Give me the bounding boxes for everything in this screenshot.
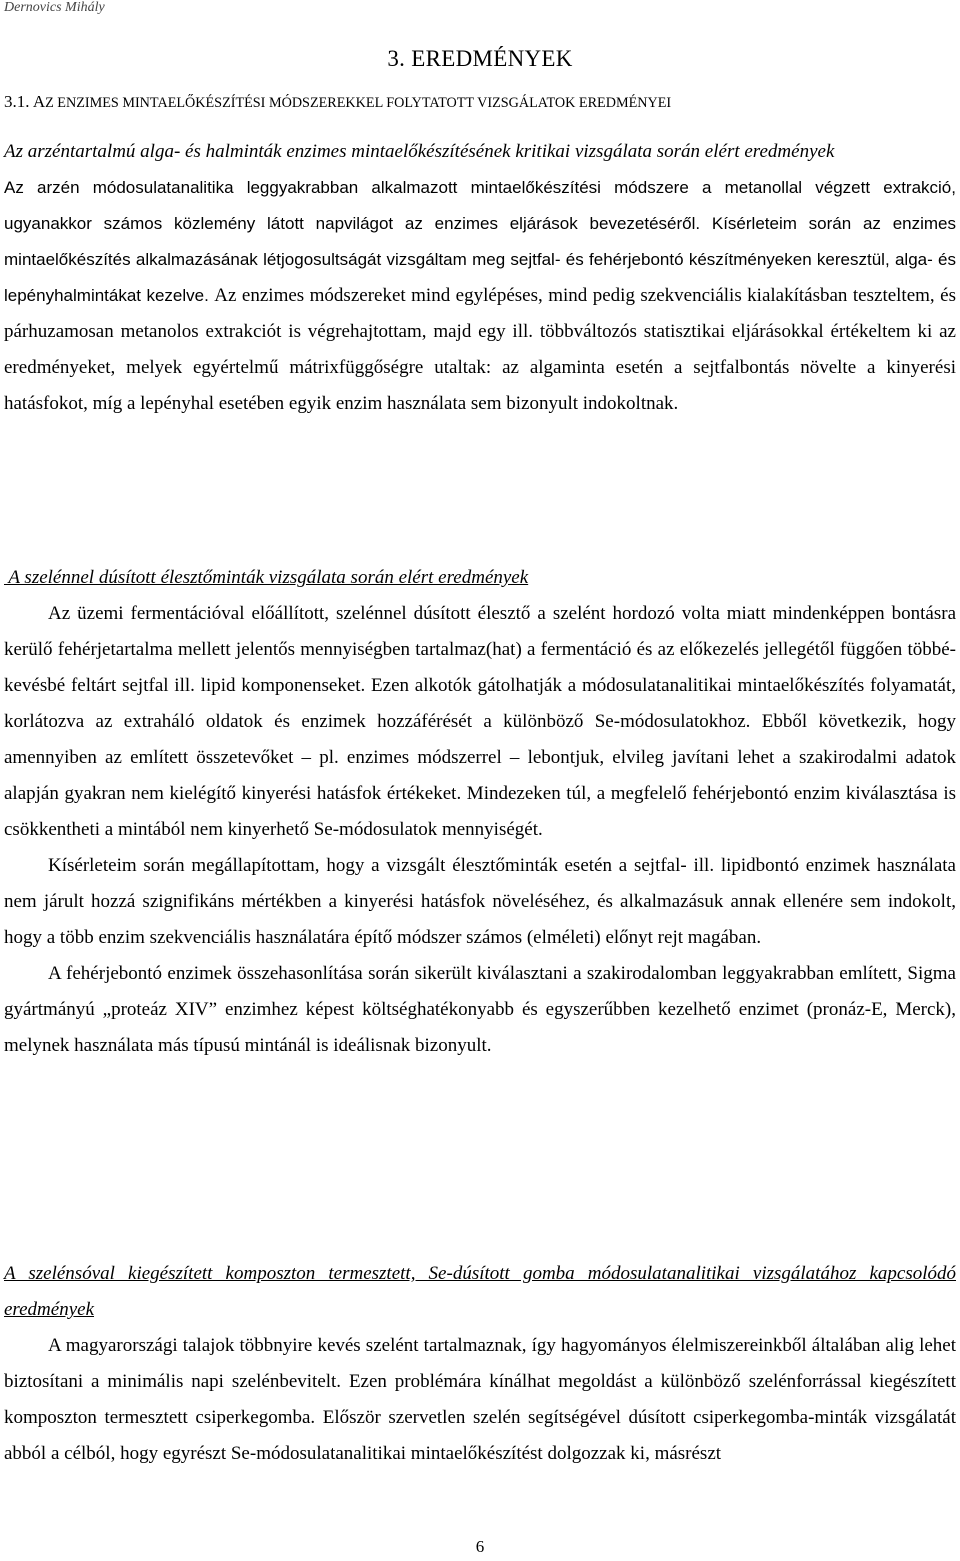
subsection-3-heading: A szelénsóval kiegészített komposzton termesztett, Se-dúsított gomba módosulatanalitikai vizsgálatához kapcsolódó eredmények	[4, 1263, 956, 1320]
paragraph-text-serif: Az enzimes módszereket mind egylépéses, mind pedig szekvenciális kialakításban teszteltem, és párhuzamosan metanolos extrakciót is végrehajtottam, majd egy ill. többváltozós statisztikai eljárásokkal értékeltem ki az eredményeket, melyek egyértelmű mátrixfüggőségre utaltak: az algaminta esetén a sejtfalbontás növelte a kinyerési hatásfokot, míg a lepényhal esetében egyik enzim használata sem bizonyult indokoltnak.	[4, 285, 956, 414]
section-title-rest: Z ENZIMES MINTAELŐKÉSZÍTÉSI MÓDSZEREKKEL FOLYTATOTT VIZSGÁLATOK EREDMÉNYEI	[45, 95, 672, 111]
page-number: 6	[475, 1537, 485, 1556]
section-heading	[4, 92, 671, 112]
running-head: Dernovics Mihály	[4, 0, 105, 15]
subsection-2-heading: A szelénnel dúsított élesztőminták vizsgálata során elért eredmények	[4, 567, 529, 588]
subsection-1-paragraph-sans	[4, 170, 956, 422]
subsection-2	[4, 560, 956, 1064]
subsection-3	[4, 1256, 956, 1472]
section-title-initial: A	[32, 92, 46, 111]
chapter-title: 3. EREDMÉNYEK	[387, 46, 573, 71]
subsection-2-paragraph-1: Az üzemi fermentációval előállított, szelénnel dúsított élesztő a szelént hordozó volta miatt mindenképpen bontásra kerülő fehérjetartalma mellett jelentős mennyiségben tartalmaz(hat) a fermentáció és az előkezelés jellegétől függően többé-kevésbé feltárt sejtfal ill. lipid komponenseket. Ezen alkotók gátolhatják a módosulatanalitikai mintaelőkészítés folyamatát, korlátozva az extraháló oldatok és enzimek hozzáférését a különböző Se-módosulatokhoz. Ebből következik, hogy amennyiben az említett összetevőket – pl. enzimes módszerrel – lebontjuk, elvileg javítani lehet a szakirodalmi adatok alapján gyakran nem kielégítő kinyerési hatásfok értékeket. Mindezeken túl, a megfelelő fehérjebontó enzim kiválasztása is csökkentheti a mintából nem kinyerhető Se-módosulatok mennyiségét.	[4, 603, 956, 840]
paragraph-text: Az arzén módosulatanalitika leggyakrabban alkalmazott mintaelőkészítési módszere a metanollal végzett extrakció, ugyanakkor számos közlemény látott napvilágot az enzimes eljárások bevezetéséről. Kísérleteim során az enzimes mintaelőkészítés alkalmazásának létjogosultságát vizsgáltam meg sejtfal- és fehérjebontó készítményeken keresztül, alga- és lepényhalmintákat kezelve.	[4, 178, 956, 305]
subsection-2-paragraph-2: Kísérleteim során megállapítottam, hogy a vizsgált élesztőminták esetén a sejtfal- ill. lipidbontó enzimek használata nem járult hozzá szignifikáns mértékben a kinyerési hatásfok növeléséhez, és alkalmazásuk annak ellenére sem indokolt, hogy a több enzim szekvenciális használatára építő módszer számos (elméleti) előnyt rejt magában.	[4, 855, 956, 948]
subsection-2-paragraph-3: A fehérjebontó enzimek összehasonlítása során sikerült kiválasztani a szakirodalomban leggyakrabban említett, Sigma gyártmányú „proteáz XIV” enzimhez képest költséghatékonyabb és egyszerűbben kezelhető enzimet (pronáz-E, Merck), melynek használata más típusú mintánál is ideálisnak bizonyult.	[4, 963, 956, 1056]
section-number: 3.1.	[4, 92, 30, 111]
subsection-1	[4, 134, 956, 422]
subsection-3-paragraph: A magyarországi talajok többnyire kevés szelént tartalmaznak, így hagyományos élelmiszereinkből általában alig lehet biztosítani a minimális napi szelénbevitelt. Ezen problémára kínálhat megoldást a különböző szelénforrással kiegészített komposzton termesztett csiperkegomba. Először szervetlen szelén segítségével dúsított csiperkegomba-minták vizsgálatát abból a célból, hogy egyrészt Se-módosulatanalitikai mintaelőkészítést dolgozzak ki, másrészt	[4, 1335, 956, 1464]
subsection-1-heading: Az arzéntartalmú alga- és halminták enzimes mintaelőkészítésének kritikai vizsgálata során elért eredmények	[4, 141, 835, 162]
